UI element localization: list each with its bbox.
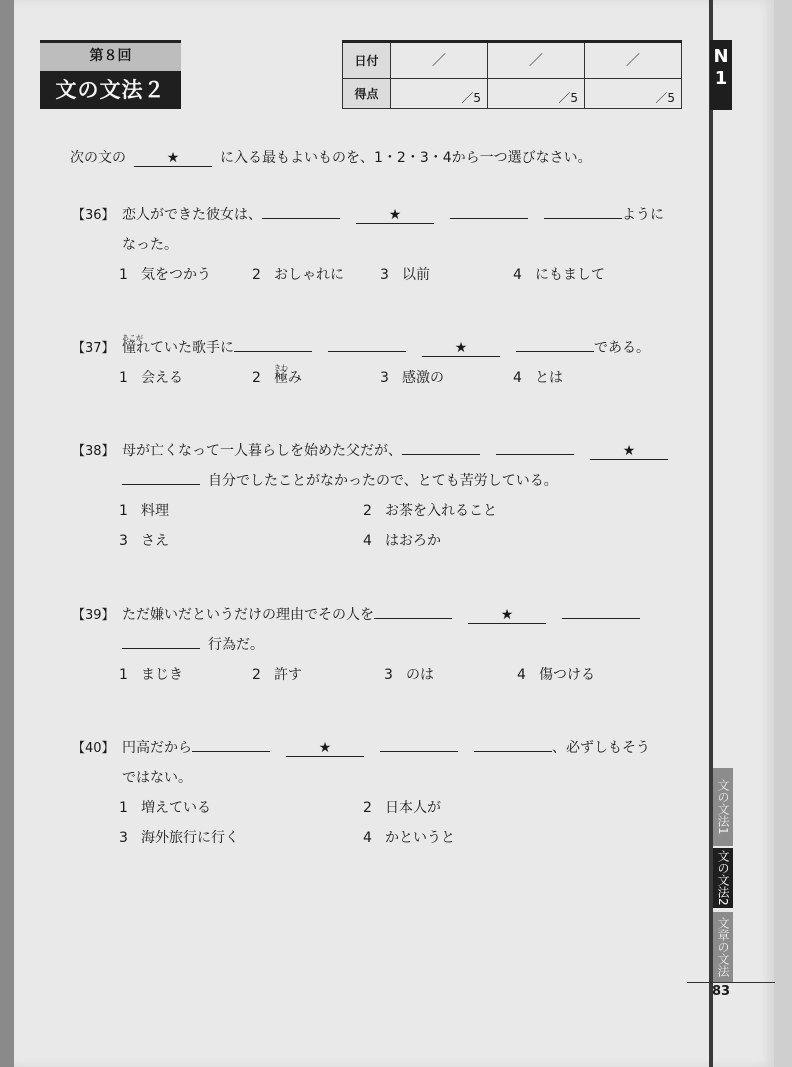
- round-label: 第８回: [40, 40, 181, 71]
- answer-blank[interactable]: [380, 736, 458, 752]
- option-1[interactable]: 1 気をつかう: [119, 267, 211, 283]
- date-label: 日付: [343, 42, 391, 79]
- ruby: あこが: [122, 334, 143, 342]
- option-2[interactable]: 2 許す: [252, 667, 302, 683]
- option-1[interactable]: 1 料理: [119, 503, 169, 519]
- score-label: 得点: [343, 78, 391, 108]
- answer-blank[interactable]: [262, 203, 340, 219]
- option-3[interactable]: 3 のは: [384, 667, 434, 683]
- question-38: 【38】 母が亡くなって一人暮らしを始めた父だが、 ★ 自分でしたことがなかったので、とても苦労している。 1 料理 2 お茶を入れること 3 さえ 4 はおろか: [72, 436, 668, 556]
- option-4[interactable]: 4 はおろか: [363, 533, 441, 549]
- option-2[interactable]: 2 きわ 極み: [252, 363, 302, 393]
- option-4[interactable]: 4 にもまして: [513, 267, 605, 283]
- option-2[interactable]: 2 日本人が: [363, 800, 441, 816]
- question-40: 【40】 円高だから ★ 、必ずしもそう ではない。 1 増えている 2 日本人が 3 海外旅行に行く 4 かというと: [72, 733, 650, 853]
- score-cell[interactable]: ／5: [391, 78, 488, 108]
- answer-blank[interactable]: [496, 439, 574, 455]
- answer-blank[interactable]: [374, 603, 452, 619]
- page-number-rule: [687, 982, 775, 983]
- score-cell[interactable]: ／5: [488, 78, 585, 108]
- date-cell[interactable]: ／: [391, 42, 488, 79]
- option-4[interactable]: 4 傷つける: [517, 667, 595, 683]
- side-tab-text-grammar[interactable]: 文章の文法: [713, 912, 733, 982]
- option-4[interactable]: 4 かというと: [363, 830, 455, 846]
- option-3[interactable]: 3 以前: [380, 267, 430, 283]
- answer-blank[interactable]: [234, 336, 312, 352]
- answer-blank[interactable]: [192, 736, 270, 752]
- answer-blank[interactable]: [122, 469, 200, 485]
- answer-blank[interactable]: [562, 603, 640, 619]
- side-tab-grammar-2[interactable]: 文の文法2: [713, 848, 733, 908]
- question-36: 【36】 恋人ができた彼女は、 ★ ように なった。 1 気をつかう 2 おしゃれに 3 以前 4 にもまして: [72, 200, 664, 290]
- option-3[interactable]: 3 さえ: [119, 533, 169, 549]
- answer-blank[interactable]: [402, 439, 480, 455]
- instruction: 次の文の ★ に入る最もよいものを、1・2・3・4から一つ選びなさい。: [70, 150, 592, 166]
- option-1[interactable]: 1 会える: [119, 370, 183, 386]
- date-cell[interactable]: ／: [488, 42, 585, 79]
- answer-blank[interactable]: [516, 336, 594, 352]
- option-4[interactable]: 4 とは: [513, 370, 563, 386]
- page-title: 文の文法２: [40, 71, 181, 109]
- star-blank[interactable]: ★: [356, 208, 434, 224]
- score-table: [342, 40, 682, 109]
- answer-blank[interactable]: [122, 633, 200, 649]
- answer-blank[interactable]: [450, 203, 528, 219]
- option-1[interactable]: 1 増えている: [119, 800, 211, 816]
- star-blank: ★: [134, 151, 212, 167]
- answer-blank[interactable]: [544, 203, 622, 219]
- page-edge: [774, 0, 792, 1067]
- side-tab-grammar-1[interactable]: 文の文法1: [713, 768, 733, 846]
- answer-blank[interactable]: [474, 736, 552, 752]
- question-39: 【39】 ただ嫌いだというだけの理由でその人を ★ 行為だ。 1 まじき 2 許す 3 のは 4 傷つける: [72, 600, 640, 690]
- date-cell[interactable]: ／: [585, 42, 682, 79]
- option-2[interactable]: 2 お茶を入れること: [363, 503, 497, 519]
- question-37: 【37】 あこが 憧れていた歌手に ★ である。 1 会える 2 きわ 極み 3 感激の 4 とは: [72, 333, 650, 393]
- star-blank[interactable]: ★: [422, 341, 500, 357]
- option-3[interactable]: 3 感激の: [380, 370, 444, 386]
- level-tab: N 1: [710, 40, 732, 110]
- option-3[interactable]: 3 海外旅行に行く: [119, 830, 239, 846]
- answer-blank[interactable]: [328, 336, 406, 352]
- page-number: 83: [712, 984, 731, 999]
- ruby: きわ: [274, 364, 288, 372]
- star-blank[interactable]: ★: [286, 741, 364, 757]
- option-2[interactable]: 2 おしゃれに: [252, 267, 344, 283]
- option-1[interactable]: 1 まじき: [119, 667, 183, 683]
- score-cell[interactable]: ／5: [585, 78, 682, 108]
- star-blank[interactable]: ★: [590, 444, 668, 460]
- star-blank[interactable]: ★: [468, 608, 546, 624]
